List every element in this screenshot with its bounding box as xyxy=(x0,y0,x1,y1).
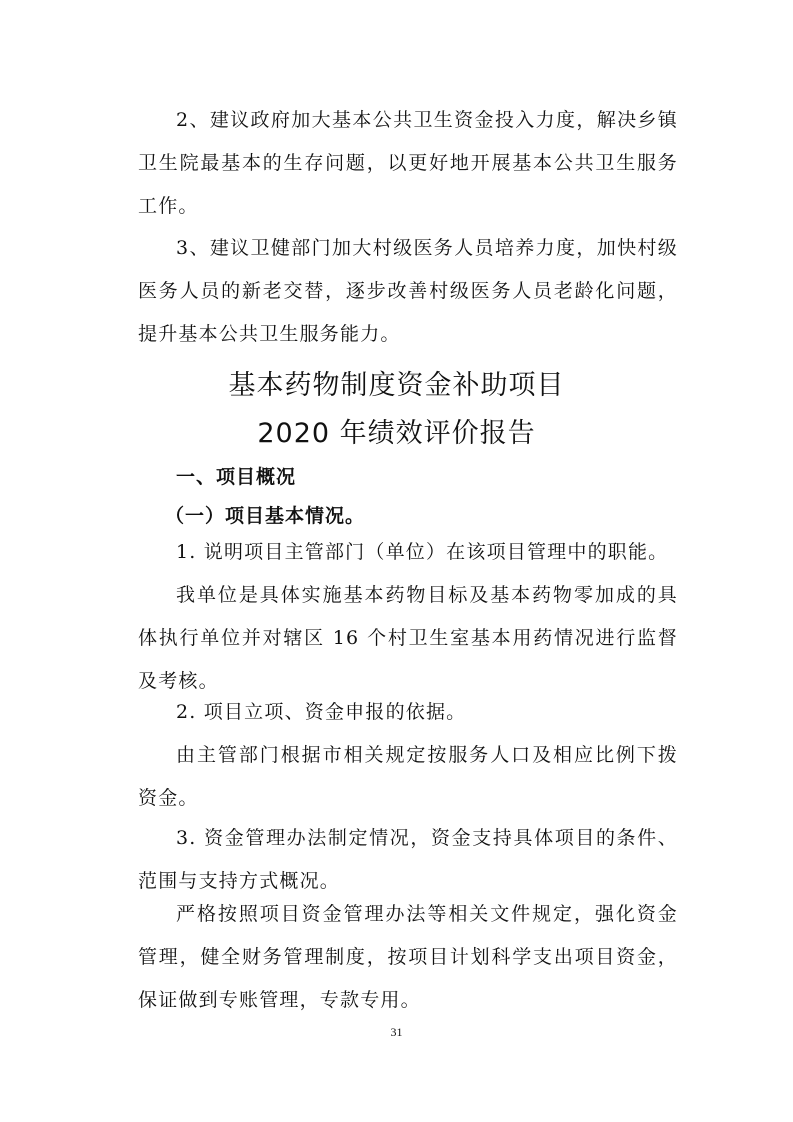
item-1-heading: 1. 说明项目主管部门（单位）在该项目管理中的职能。 xyxy=(176,541,669,563)
item-1-body: 我单位是具体实施基本药物目标及基本药物零加成的具体执行单位并对辖区 16 个村卫生室基本用药情况进行监督及考核。 xyxy=(138,584,678,692)
subsection-heading: （一）项目基本情况。 xyxy=(165,505,366,527)
recommendation-paragraph-2: 2、建议政府加大基本公共卫生资金投入力度，解决乡镇卫生院最基本的生存问题，以更好地开展基本公共卫生服务工作。 xyxy=(138,109,678,217)
recommendation-paragraph-3: 3、建议卫健部门加大村级医务人员培养力度，加快村级医务人员的新老交替，逐步改善村级医务人员老龄化问题，提升基本公共卫生服务能力。 xyxy=(138,237,678,345)
item-2-body: 由主管部门根据市相关规定按服务人口及相应比例下拨资金。 xyxy=(138,744,678,809)
item-2-heading: 2. 项目立项、资金申报的依据。 xyxy=(176,701,467,723)
item-3-body: 严格按照项目资金管理办法等相关文件规定，强化资金管理，健全财务管理制度，按项目计划科学支出项目资金，保证做到专账管理，专款专用。 xyxy=(138,903,678,1011)
report-title-line-2: 2020 年绩效评价报告 xyxy=(257,418,536,449)
report-title-line-1: 基本药物制度资金补助项目 xyxy=(228,370,565,401)
item-3-heading: 3. 资金管理办法制定情况，资金支持具体项目的条件、范围与支持方式概况。 xyxy=(138,827,678,892)
page-number: 31 xyxy=(390,1025,403,1039)
section-heading: 一、项目概况 xyxy=(176,466,297,488)
